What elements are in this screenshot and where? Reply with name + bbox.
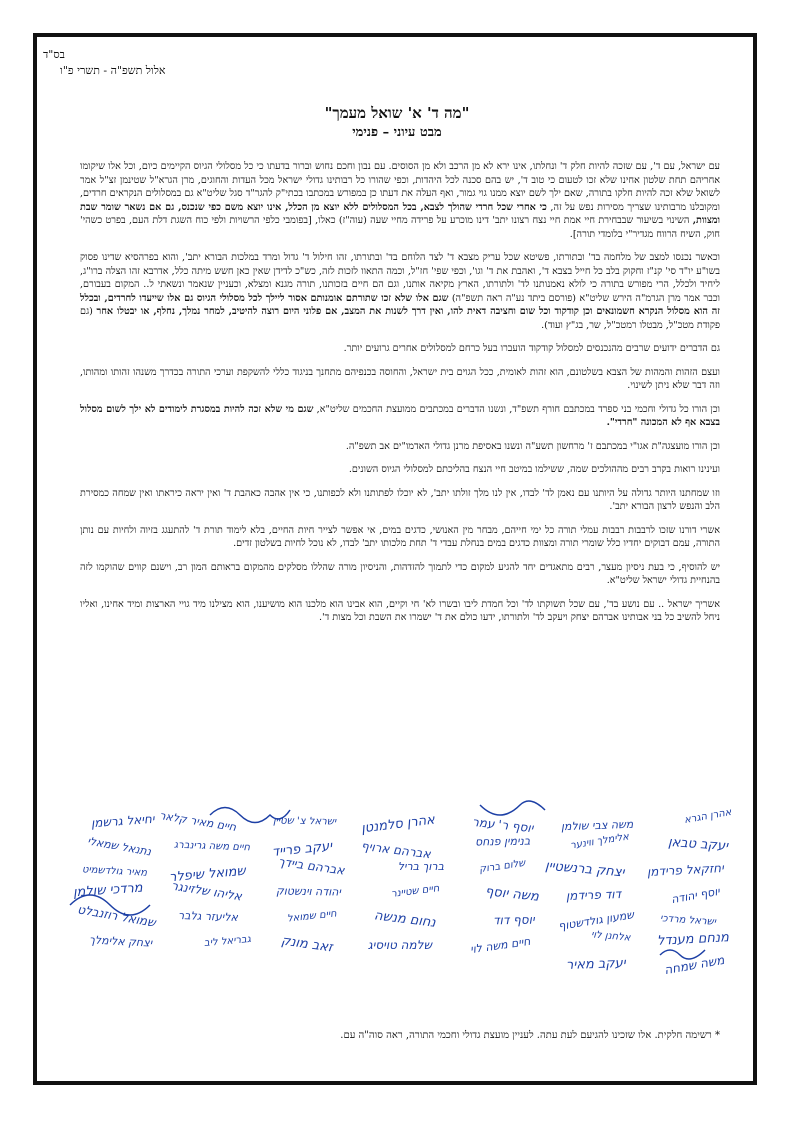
signature: משה צבי שולמן	[560, 817, 634, 834]
paragraph	[80, 561, 720, 588]
signature: יחזקאל פרידמן	[646, 861, 725, 879]
paragraph	[80, 463, 720, 477]
page-title: "מה ד' א' שואל מעמך"	[324, 104, 470, 122]
signature: אליעזר גלבר	[177, 908, 239, 925]
bold-text: שגם אלו שלא זכו שתורתם אומנותם אסור ליילך לכל מסלולי הגיוס גם אלו שייעדו לחרדים, ובכלל זה הוא מסלול הנקרא חשמונאים וכן קודקוד וכל שום וחציבה דאית להו, ואין דרך לשנות את המצב, אם פלוני היום רוצה להיטיב, למחר נמלך, נחלף, או יבטלו אחר	[80, 292, 720, 317]
signature: ישראל צ' שטיין	[272, 815, 337, 828]
text: השינוי בשיעור שבבחירת חיי אמת חיי נצח רצונו יתב' דינו מוכרע על פרידה מחיי שעה (עוה"ז) כאלו, [בפומבי כלפי הרשויות ולפי כוח השגת דלת העם, בפרט כשהי' חוק, השיח הרווח מגדיר"י בלומדי תורה].	[80, 215, 720, 240]
text: יש להוסיף, כי בעת ניסיון מעצר, רבים מתאגדים יחד להגיע למקום כדי לתמוך להזדהות, והניסיון מורה שהללו מסלקים מהמקום בראותם המון רב, וישנם קווים שהוקמו לזה בהנחיית גדולי ישראל שליט"א.	[80, 561, 720, 586]
paragraph	[80, 487, 720, 514]
signature: יצחק אלימלך	[88, 933, 153, 950]
signature: בנימין פנחס	[474, 834, 531, 849]
paragraph	[80, 524, 720, 551]
signature: אברהם ארויף	[360, 838, 432, 862]
text: (גם פקודת מטכ"ל, מבטלו רמטכ"ל, שר, בג"ץ ועוד).	[80, 306, 720, 331]
text: וכאשר נכנסו למצב של מלחמה בד' ובתורתו, פשיטא שכל עריק מצבא ד' לצד הלוחם בד' ובתורתו, זהו חילול ד' גדול ומרד במלכות הבורא יתב', והוא בפרהסיא שדינו פסוק בשו"ע יו"ד סי' קנ"ז וחקוק בלב כל חייל בצבא ד', ואהבת את ד' וגו', וכפי שפי' חז"ל, וכמה התאוו לזכות לזה, כש"כ לדידן שאין כאן חשש מיתה כלל, אדרבא זהו הצלה ברו"ג, ליחיד ולכלל, הרי מפורש בתורה כי לולא נאמנותנו לד' ולתורתו, הארץ מקיאה אותנו, וגם הם חיים בזכותנו, תורה מגנא ומצלא, וכעניין שנאמר ונשאתי ל.. המקום בעבורם, וכבר אמר מרן הגרמ"ה הירש שליט"א (פורסם ביתד נע"ה ראה תשפ"ה)	[80, 252, 721, 304]
paragraph	[80, 366, 720, 393]
text: גם הדברים ידועים שרבים מהנכנסים למסלול קודקוד הועברו בעל כרחם למסלולים אחרים גרועים יותר.	[343, 343, 720, 354]
signature: אברהם ביידך	[277, 854, 346, 878]
text: אשריך ישראל .. עם נושע בד', עם שכל תשוקתו לד' וכל חמדת ליבו ובשרו לא' חי וקיים, הוא אבינו הוא מלכנו הוא מושיענו, הוא מצילנו מיד גויי הארצות ומיד אחינו, ואליו ניחל להשיב כל בני אבותינו אברהם יצחק ויעקב לד' ולתורתו, ידעו כולם את ד' ישמרו את השבת וכל מצות ד'.	[80, 598, 720, 623]
text: ועינינו רואות בקרב רבים מההולכים שמה, ששילמו במיטב חיי הנצח בהליכתם למסלולי הגיוס השונים.	[348, 464, 720, 475]
signature: יוסף ר' עמר	[471, 814, 535, 836]
footnote: * רשימה חלקית. אלו שזכינו להגיעם לעת עתה. לעניין מועצת גדולי וחכמי התורה, ראה סוה"ה עם.	[340, 1030, 720, 1041]
signature: יעקב מאיר	[566, 955, 627, 974]
signature: אלימלך ווינער	[569, 831, 630, 852]
paragraph	[80, 160, 720, 241]
text: וכן הורו כל גדולי וחכמי בני ספרד במכתבם חורף תשפ"ד, ונשנו הדברים במכתבים ממועצת החכמים שליט"א,	[313, 403, 720, 415]
signature: אליהו שלזינגר	[170, 878, 243, 904]
date-line: אלול תשפ"ה - תשרי פ"ו	[60, 64, 166, 77]
signature: מאיר גולדשמיט	[81, 864, 148, 879]
signature: יהודה וינשטוק	[275, 884, 342, 899]
signature: נתנאל שמאלי	[85, 834, 152, 859]
signature: חיים שטיינר	[390, 883, 441, 900]
signature: יצחק ברנשטיין	[544, 858, 626, 881]
bold-text: כי אחרי שכל חרדי שהולך לצבא, בכל המסלולים ללא יוצא מן הכלל, אינו יוצא משם כפי שנכנס, גם אם נשאר שומר שבת ומצוות,	[80, 201, 720, 226]
signature: נחום מנשה	[373, 908, 437, 931]
signature: אהרן סלמנטן	[360, 812, 436, 837]
text: עם ישראל, עם ד', עם שזכה להיות חלק ד' ונחלתו, אינו ירא לא מן הרכב ולא מן הסוסים. עם נבון וחכם נחוש וברור בדעתו כי כל מסלולי הגיוס הקיימים כיום, וכל אלו שיקומו אחריהם תחת שלטון אחינו שלא זכו לטעום כי טוב ד', יש בהם סכנה לכל היהדות, וכפי שהורו כל רבותינו גדולי ישראל מכל העדות והחוגים, מרן הגרא"ל שטינמן זצ"ל אמר לשואל שלא זכה להיות חלקו בתורה, שאם ילך לשם יוצא ממנו גוי גמור, ואף העלה את דעתו כן במפורש במכתבו בכתי"ק להגר"ד סגל שליט"א גם במסלולים הנקראים חרדים, ומקובלנו מרבותינו שצריך מסירות נפש על זה,	[80, 161, 721, 213]
text: וזו שמחתנו היותר גדולה על היותנו עם נאמן לד' לבדו, אין לנו מלך זולתו יתב', לא יוכלו לפתותנו ולא לכפותנו, כי אין אהבה כאהבת ד' ואין יראה כיראתו ואין שמחה כמסירת הלב והנפש לרצון הבורא יתב'.	[80, 487, 720, 512]
signature: אלחנן לוי	[590, 929, 631, 944]
text: וכן הורו מועצגה"ת אגו"י במכתבם ז' מרחשון תשע"ה ונשנו באסיפת מרנן גדולי האדמו"ים אב תשפ"ה.	[345, 440, 720, 452]
signature: מרדכי שולמן	[72, 880, 144, 901]
signature: שלום ברוק	[478, 857, 527, 876]
signature: יוסף דוד	[493, 912, 536, 928]
signature: יעקב טבאן	[667, 834, 729, 855]
signature: שלמה טויסיג	[367, 938, 432, 952]
signature: יעקב פרייד	[271, 838, 333, 861]
signature: שמואל רוזנבלט	[76, 902, 157, 930]
signature: משה שמחה	[663, 952, 726, 978]
signature: יחיאל גרשמן	[91, 811, 156, 831]
signature: חיים משה לוי	[469, 934, 532, 957]
paragraph	[80, 440, 720, 454]
signature: זאב מונק	[280, 933, 334, 956]
signatures-area	[60, 795, 733, 1015]
signature: מנחם מענדל	[656, 930, 730, 949]
text: אשרי דורנו שזכו לרבבות רבבות עמלי תורה כל ימי חייהם, מבחר מין האנושי, כדגים במים, אי אפשר לצייר חיות החיים, בלא לימוד תורת ד' להתעגג בזיוה ולחיות עם נותן התורה, עמם דבוקים יחדיו כלל שומרי תורה ומצוות כדגים במים בנחלת עבדי ד' תחת מלכותו יתב' לבדו, לא נוכל לחיות בשלטון זדים.	[80, 524, 720, 549]
bsd-mark: בס"ד	[43, 48, 65, 61]
signature: דוד פרידמן	[565, 887, 622, 903]
signature: חיים שמואל	[286, 908, 338, 925]
signature: ברוך בריל	[397, 860, 444, 873]
signature: חיים משה גרינברג	[173, 839, 251, 854]
text: ועצם הזהות והמהות של הצבא בשלטונם, הוא זהות לאומית, ככל הגוים בית ישראל, והחוסה בכנפיהם מתחנך בניגוד כללי להשקפת וערכי התורה בכדרך משנהו זהותו ומהותו, וזה דבר שלא ניתן לשינוי.	[80, 366, 720, 391]
page-subtitle: מבט עיוני – פנימי	[352, 125, 442, 140]
paragraph	[80, 251, 720, 332]
signature: אהרן הגרא	[683, 806, 733, 827]
bold-text: שגם מי שלא זכה להיות במסגרת לימודים לא ילך לשום מסלול בצבא אף לא המכונה "חרדי".	[80, 403, 720, 428]
signature: משה יוסף	[484, 884, 540, 905]
signature: יוסף יהודה	[670, 884, 721, 907]
paragraph	[80, 342, 720, 356]
signature: ישראל מרדכי	[659, 913, 717, 928]
paragraph	[80, 403, 720, 430]
signature: שמואל שיפלר	[168, 863, 247, 886]
signature: גבריאל ליב	[203, 933, 252, 950]
signature: שמעון גולדשטוף	[557, 908, 635, 933]
signature: חיים מאיר קלאר	[158, 809, 238, 834]
letter-body	[80, 160, 720, 635]
paragraph	[80, 598, 720, 625]
